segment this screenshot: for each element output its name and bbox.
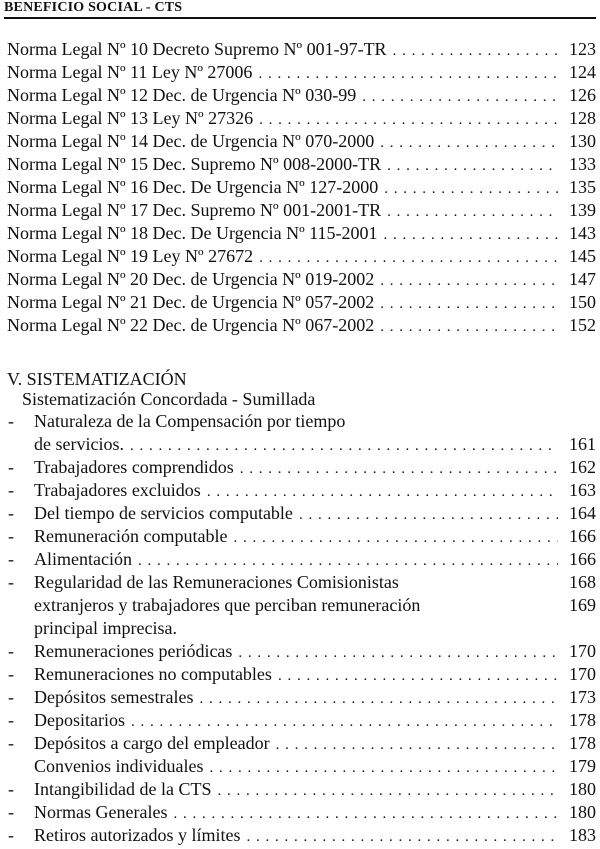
toc-entry[interactable] [0,732,600,755]
toc-entry[interactable] [0,291,600,314]
entry-title: Convenios individuales [34,756,204,776]
bullet-dash: - [8,733,14,753]
page-number: 135 [569,177,596,197]
bullet-dash: - [8,411,14,431]
leader-dots [380,132,558,155]
bullet-dash: - [8,779,14,799]
entry-title: Naturaleza de la Compensación por tiempo [34,411,346,431]
bullet-dash: - [8,480,14,500]
page-number: 161 [569,434,596,454]
leader-dots [138,550,558,573]
page-number: 143 [569,223,596,243]
entry-title: Norma Legal Nº 11 Ley Nº 27006 [7,62,253,82]
toc-entry[interactable] [0,456,600,479]
leader-dots [130,435,558,458]
toc-entry[interactable] [0,525,600,548]
entry-title: principal imprecisa. [34,618,177,638]
entry-title: extranjeros y trabajadores que perciban remuneración [34,595,421,615]
leader-dots [276,734,558,757]
leader-dots [380,316,558,339]
page-number: 152 [569,315,596,335]
toc-entry[interactable] [0,686,600,709]
entry-title: Norma Legal Nº 21 Dec. de Urgencia Nº 057-2002 [7,292,375,312]
page-number: 130 [569,131,596,151]
leader-dots [387,155,558,178]
bullet-dash: - [8,710,14,730]
page-number: 168 [569,572,596,592]
toc-entry[interactable] [0,199,600,222]
page-number: 124 [569,62,596,82]
page-number: 145 [569,246,596,266]
leader-dots [393,40,558,63]
entry-title: Normas Generales [34,802,168,822]
entry-title: Del tiempo de servicios computable [34,503,293,523]
entry-title: Norma Legal Nº 20 Dec. de Urgencia Nº 019-2002 [7,269,375,289]
toc-entry[interactable] [0,410,600,433]
section-heading: V. SISTEMATIZACIÓN [7,369,187,389]
bullet-dash: - [8,503,14,523]
page-number: 126 [569,85,596,105]
page-number: 133 [569,154,596,174]
table-of-contents [0,38,600,847]
toc-entry[interactable] [0,107,600,130]
page-number: 179 [569,756,596,776]
leader-dots [278,665,558,688]
leader-dots [299,504,558,527]
page-number: 162 [569,457,596,477]
entry-title: Remuneración computable [34,526,228,546]
entry-title: Norma Legal Nº 10 Decreto Supremo Nº 001-97-TR [7,39,387,59]
entry-title: de servicios. [34,434,124,454]
entry-title: Alimentación [34,549,132,569]
toc-entry[interactable] [0,176,600,199]
page-number: 128 [569,108,596,128]
entry-title: Norma Legal Nº 14 Dec. de Urgencia Nº 070-2000 [7,131,375,151]
bullet-dash: - [8,641,14,661]
leader-dots [199,688,558,711]
toc-entry[interactable] [0,640,600,663]
toc-entry[interactable] [0,778,600,801]
toc-entry-continuation[interactable] [0,617,600,640]
page-number: 178 [569,733,596,753]
entry-title: Depósitos a cargo del empleador [34,733,270,753]
leader-dots [233,527,558,550]
toc-entry[interactable] [0,709,600,732]
leader-dots [238,642,558,665]
page-number: 170 [569,641,596,661]
section-gap [0,337,600,369]
entry-title: Intangibilidad de la CTS [34,779,212,799]
page-number: 123 [569,39,596,59]
leader-dots [259,247,558,270]
bullet-dash: - [8,572,14,592]
entry-title: Norma Legal Nº 19 Ley Nº 27672 [7,246,254,266]
entry-title: Retiros autorizados y límites [34,825,241,845]
toc-entry[interactable] [0,755,600,778]
toc-entry[interactable] [0,61,600,84]
page-number: 178 [569,710,596,730]
entry-title: Norma Legal Nº 13 Ley Nº 27326 [7,108,254,128]
toc-entry[interactable] [0,479,600,502]
entry-title: Norma Legal Nº 15 Dec. Supremo Nº 008-2000-TR [7,154,382,174]
entry-title: Remuneraciones periódicas [34,641,233,661]
leader-dots [387,201,558,224]
header-rule [4,17,596,19]
toc-entry[interactable] [0,268,600,291]
leader-dots [217,780,558,803]
page-number: 173 [569,687,596,707]
bullet-dash: - [8,825,14,845]
bullet-dash: - [8,687,14,707]
toc-entry-continuation[interactable] [0,594,600,617]
toc-entry-continuation[interactable] [0,433,600,456]
section-subheading: Sistematización Concordada - Sumillada [22,389,316,409]
page-number: 163 [569,480,596,500]
page-number: 180 [569,779,596,799]
leader-dots [173,803,558,826]
entry-title: Norma Legal Nº 22 Dec. de Urgencia Nº 067-2002 [7,315,375,335]
entry-title: Depositarios [34,710,125,730]
page-number: 169 [569,595,596,615]
leader-dots [380,270,558,293]
toc-entry[interactable] [0,663,600,686]
entry-title: Remuneraciones no computables [34,664,272,684]
leader-dots [246,826,558,849]
leader-dots [362,86,558,109]
toc-entry[interactable] [0,801,600,824]
toc-entry[interactable] [0,153,600,176]
entry-title: Trabajadores comprendidos [34,457,234,477]
page-number: 164 [569,503,596,523]
page-number: 170 [569,664,596,684]
page-number: 183 [569,825,596,845]
toc-entry[interactable] [0,571,600,594]
toc-entry[interactable] [0,130,600,153]
entry-title: Norma Legal Nº 12 Dec. de Urgencia Nº 030-99 [7,85,357,105]
bullet-dash: - [8,457,14,477]
running-header: BENEFICIO SOCIAL - CTS [4,0,183,15]
toc-entry[interactable] [0,824,600,847]
entry-title: Norma Legal Nº 17 Dec. Supremo Nº 001-2001-TR [7,200,382,220]
toc-entry[interactable] [0,502,600,525]
leader-dots [384,224,558,247]
toc-entry[interactable] [0,314,600,337]
toc-entry[interactable] [0,222,600,245]
leader-dots [240,458,558,481]
bullet-dash: - [8,802,14,822]
page-number: 166 [569,526,596,546]
bullet-dash: - [8,549,14,569]
entry-title: Norma Legal Nº 16 Dec. De Urgencia Nº 127-2000 [7,177,379,197]
leader-dots [131,711,558,734]
page-number: 150 [569,292,596,312]
page-number: 166 [569,549,596,569]
page-number: 180 [569,802,596,822]
bullet-dash: - [8,664,14,684]
leader-dots [207,481,558,504]
entry-title: Regularidad de las Remuneraciones Comisionistas [34,572,399,592]
leader-dots [210,757,559,780]
toc-entry[interactable] [0,38,600,61]
toc-entry[interactable] [0,548,600,571]
leader-dots [259,109,558,132]
entry-title: Depósitos semestrales [34,687,194,707]
entry-title: Norma Legal Nº 18 Dec. De Urgencia Nº 115-2001 [7,223,378,243]
leader-dots [384,178,558,201]
page-number: 139 [569,200,596,220]
leader-dots [380,293,558,316]
page-number: 147 [569,269,596,289]
bullet-dash: - [8,526,14,546]
toc-entry[interactable] [0,84,600,107]
entry-title: Trabajadores excluidos [34,480,201,500]
leader-dots [258,63,558,86]
toc-entry[interactable] [0,245,600,268]
